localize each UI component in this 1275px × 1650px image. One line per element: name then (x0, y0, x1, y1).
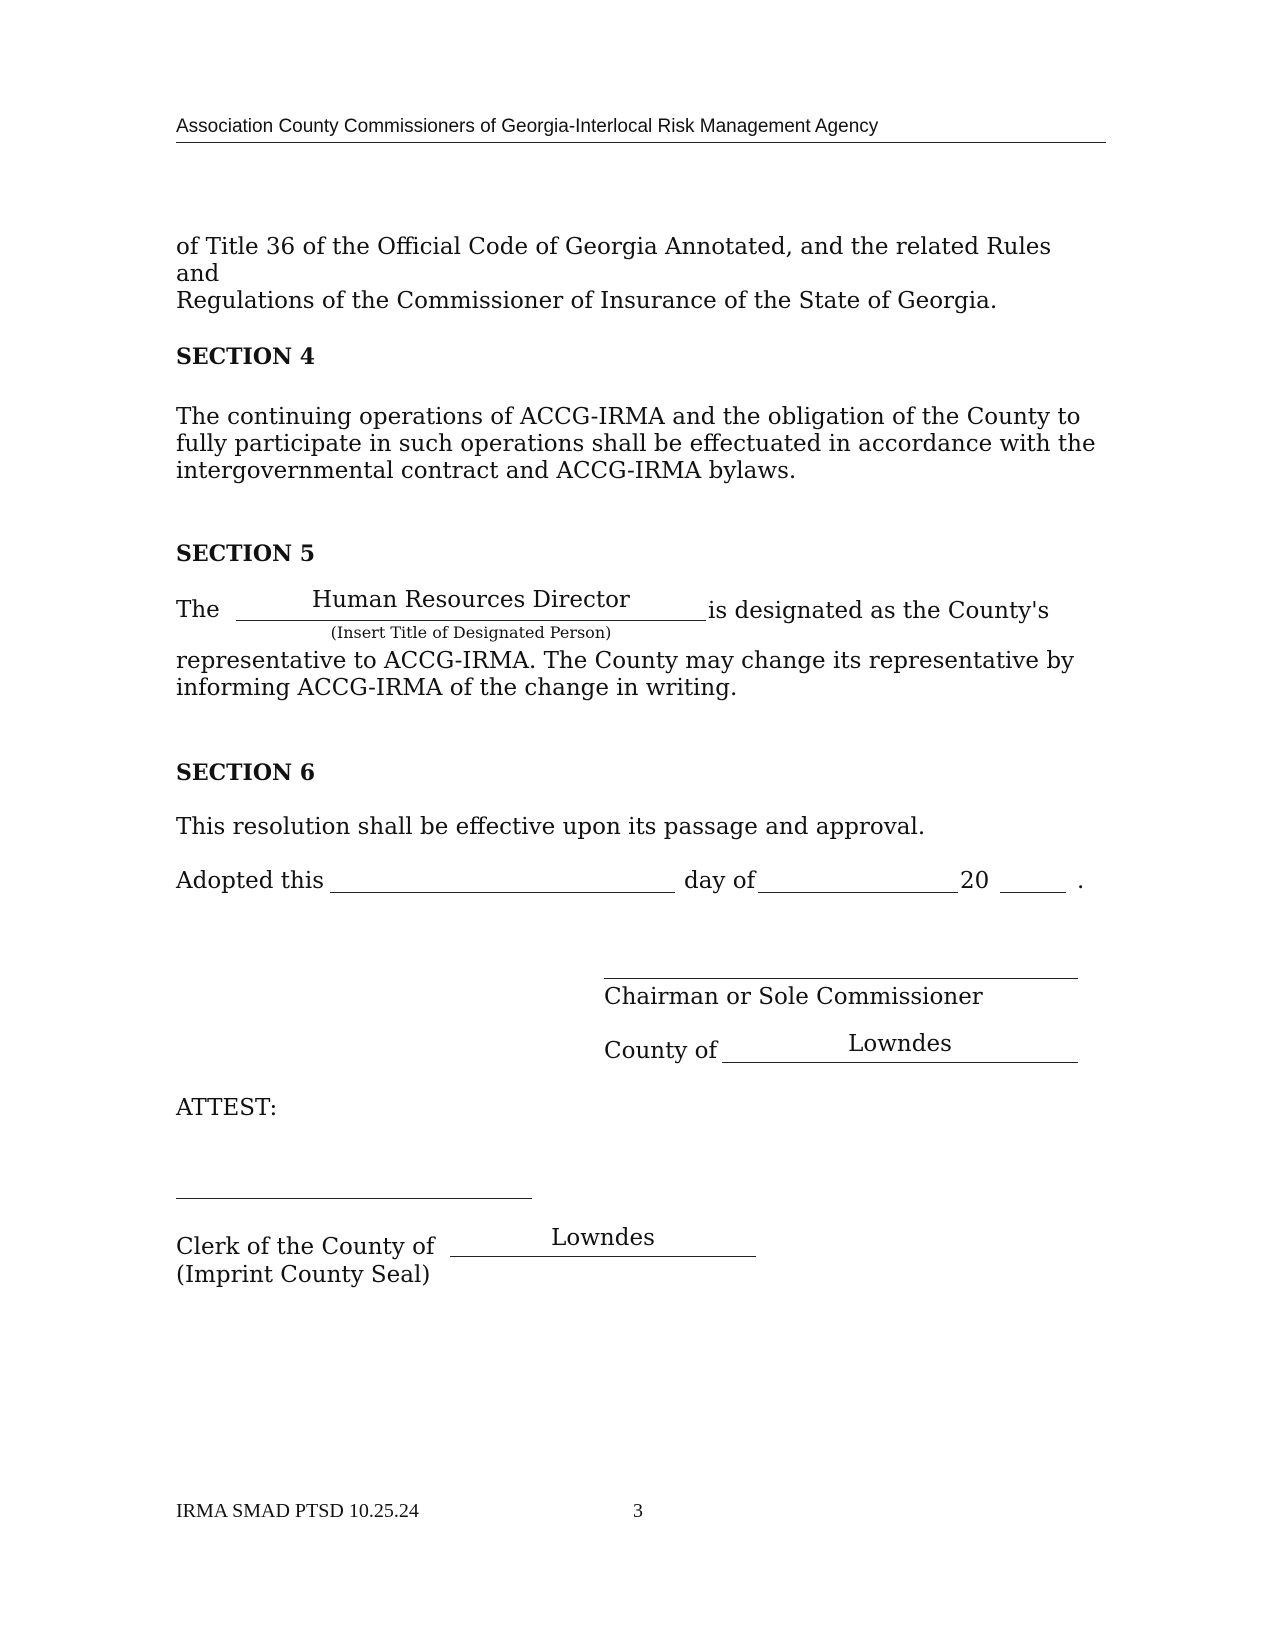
section-4-heading: SECTION 4 (176, 344, 316, 370)
section-4-line-3: intergovernmental contract and ACCG-IRMA bylaws. (176, 458, 797, 484)
section-4-paragraph (176, 404, 1096, 485)
section-6-heading: SECTION 6 (176, 760, 316, 786)
clerk-county-field[interactable]: Lowndes (551, 1225, 655, 1251)
chairman-label: Chairman or Sole Commissioner (604, 984, 983, 1010)
section-6-line-1: This resolution shall be effective upon its passage and approval. (176, 814, 926, 840)
clerk-label: Clerk of the County of (176, 1234, 435, 1260)
section-5-prefix: The (176, 597, 220, 623)
section-5-line-2: representative to ACCG-IRMA. The County may change its representative by (176, 648, 1075, 674)
adopted-label: Adopted this (176, 868, 325, 894)
section-5-line-3: informing ACCG-IRMA of the change in writing. (176, 675, 738, 701)
designee-caption: (Insert Title of Designated Person) (330, 623, 612, 642)
designee-title-line (236, 620, 706, 621)
section-5-suffix: is designated as the County's (708, 598, 1050, 624)
section-4-line-2: fully participate in such operations shall be effectuated in accordance with the (176, 431, 1096, 457)
page-number: 3 (633, 1500, 643, 1522)
county-name-field[interactable]: Lowndes (848, 1031, 952, 1057)
clerk-signature-line[interactable] (176, 1198, 532, 1199)
adopted-year-field[interactable] (1000, 892, 1066, 893)
adopted-month-field[interactable] (758, 892, 958, 893)
intro-line-2: Regulations of the Commissioner of Insurance of the State of Georgia. (176, 288, 998, 314)
designee-title-field[interactable]: Human Resources Director (312, 587, 630, 613)
seal-label: (Imprint County Seal) (176, 1262, 431, 1288)
county-label: County of (604, 1038, 717, 1064)
page-header: Association County Commissioners of Georgia-Interlocal Risk Management Agency (176, 116, 1106, 143)
section-4-line-1: The continuing operations of ACCG-IRMA and the obligation of the County to (176, 404, 1081, 430)
adopted-period: . (1077, 868, 1085, 894)
section-5-paragraph (176, 648, 1096, 702)
attest-label: ATTEST: (176, 1095, 278, 1121)
intro-paragraph (176, 234, 1096, 315)
intro-line-1: of Title 36 of the Official Code of Georgia Annotated, and the related Rules and (176, 234, 1052, 287)
chairman-signature-line[interactable] (604, 978, 1078, 979)
year-prefix: 20 (960, 868, 990, 894)
section-5-heading: SECTION 5 (176, 541, 316, 567)
county-name-line (722, 1062, 1078, 1063)
footer-doc-id: IRMA SMAD PTSD 10.25.24 (176, 1500, 419, 1522)
adopted-day-field[interactable] (330, 892, 675, 893)
clerk-county-line (450, 1256, 756, 1257)
day-of-label: day of (684, 868, 756, 894)
